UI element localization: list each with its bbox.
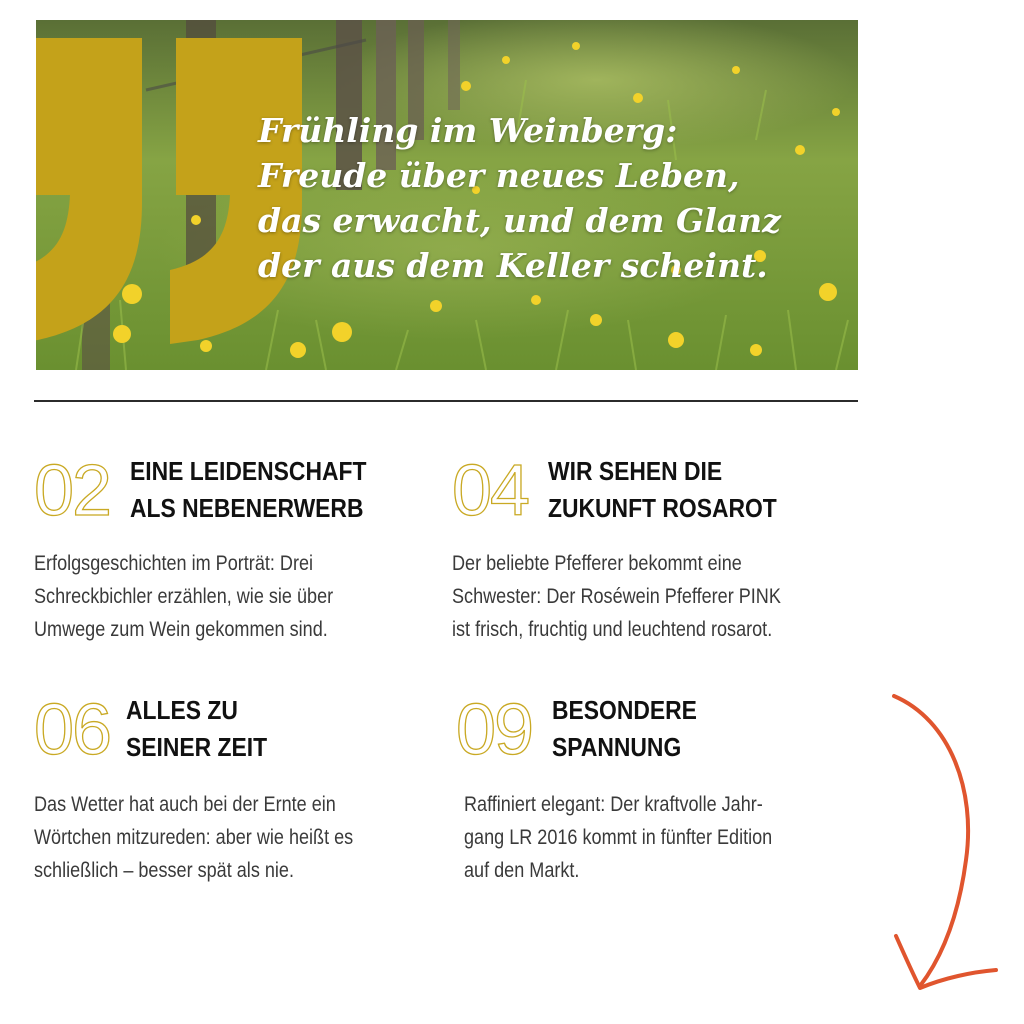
article-description-line: Wörtchen mitzureden: aber wie heißt es: [34, 826, 354, 849]
article-description-line: ist frisch, fruchtig und leuchtend rosarot.: [452, 618, 773, 641]
section-divider: [34, 400, 858, 402]
article-description-line: Umwege zum Wein gekommen sind.: [34, 618, 328, 641]
hero-quote-line: Frühling im Weinberg:: [258, 111, 678, 150]
article-title-line: SEINER ZEIT: [126, 732, 268, 762]
article-description-line: gang LR 2016 kommt in fünfter Edition: [464, 826, 773, 849]
article-description: [34, 788, 412, 887]
hero-quote-line: das erwacht, und dem Glanz: [258, 201, 781, 240]
article-teaser[interactable]: [452, 451, 852, 665]
article-description-line: Raffiniert elegant: Der kraftvolle Jahr-: [464, 793, 763, 816]
hero-quote-line: Freude über neues Leben,: [258, 156, 740, 195]
article-title-line: ALS NEBENERWERB: [130, 493, 364, 523]
article-description-line: Schreckbichler erzählen, wie sie über: [34, 585, 334, 608]
article-title-line: EINE LEIDENSCHAFT: [130, 456, 367, 486]
article-title[interactable]: [548, 453, 812, 527]
article-title-line: ALLES ZU: [126, 695, 238, 725]
article-description-line: Der beliebte Pfefferer bekommt eine: [452, 552, 742, 575]
article-description-line: Schwester: Der Roséwein Pfefferer PINK: [452, 585, 781, 608]
article-title-line: ZUKUNFT ROSAROT: [548, 493, 777, 523]
article-number: 06: [34, 690, 111, 770]
article-description-line: auf den Markt.: [464, 859, 580, 882]
article-number: 09: [456, 690, 533, 770]
article-number: 04: [452, 451, 529, 531]
article-title-line: WIR SEHEN DIE: [548, 456, 723, 486]
article-teaser[interactable]: [34, 451, 434, 665]
article-description-line: schließlich – besser spät als nie.: [34, 859, 294, 882]
article-title[interactable]: [126, 692, 390, 766]
article-description-line: Das Wetter hat auch bei der Ernte ein: [34, 793, 336, 816]
article-description: [34, 547, 412, 646]
article-title[interactable]: [130, 453, 394, 527]
hero-quote: [258, 108, 848, 288]
article-description: [452, 547, 830, 646]
article-title-line: SPANNUNG: [552, 732, 682, 762]
article-teaser[interactable]: [34, 690, 434, 904]
curved-arrow-down-icon: [880, 680, 1010, 1000]
article-title-line: BESONDERE: [552, 695, 697, 725]
article-description-line: Erfolgsgeschichten im Porträt: Drei: [34, 552, 314, 575]
article-number: 02: [34, 451, 111, 531]
article-teaser[interactable]: [456, 690, 856, 904]
article-title[interactable]: [552, 692, 816, 766]
article-description: [464, 788, 842, 887]
hero-quote-line: der aus dem Keller scheint.: [258, 246, 768, 285]
